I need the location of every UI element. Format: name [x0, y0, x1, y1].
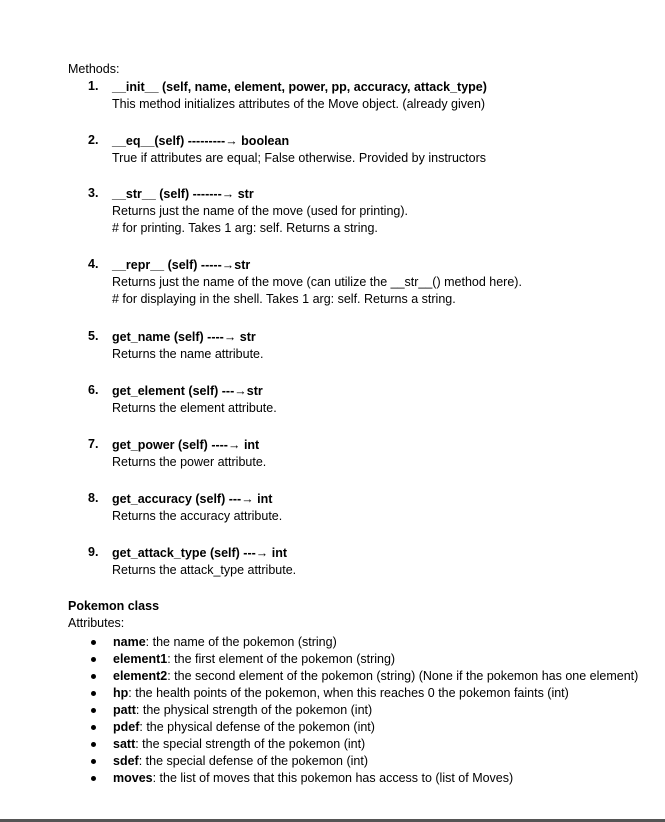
method-signature: get_element (self) ---→str — [112, 384, 263, 398]
method-signature: __repr__ (self) -----→str — [112, 258, 251, 272]
method-item — [88, 491, 648, 525]
attribute-name: patt — [113, 703, 136, 717]
method-signature: get_attack_type (self) ---→ int — [112, 546, 288, 560]
method-number: 4. — [88, 257, 99, 271]
bullet-icon — [91, 657, 96, 662]
method-signature: __eq__(self) ---------→ boolean — [112, 134, 290, 148]
method-item — [88, 257, 648, 308]
attribute-name: sdef — [113, 754, 139, 768]
method-number: 6. — [88, 383, 99, 397]
attribute-description: : the first element of the pokemon (string) — [167, 652, 396, 666]
method-item — [88, 329, 648, 363]
bullet-icon — [91, 776, 96, 781]
list-item — [91, 770, 641, 787]
list-item — [91, 651, 641, 668]
method-description: Returns just the name of the move (used for printing). — [112, 204, 408, 218]
method-item — [88, 383, 648, 417]
method-signature: __init__ (self, name, element, power, pp, accuracy, attack_type) — [112, 80, 487, 94]
bullet-icon — [91, 708, 96, 713]
method-item — [88, 133, 648, 167]
method-description: # for printing. Takes 1 arg: self. Returns a string. — [112, 221, 378, 235]
method-number: 5. — [88, 329, 99, 343]
method-signature: __str__ (self) -------→ str — [112, 187, 254, 201]
bullet-icon — [91, 742, 96, 747]
list-item — [91, 753, 641, 770]
methods-heading: Methods: — [68, 62, 120, 76]
list-item — [91, 668, 641, 685]
bullet-icon — [91, 674, 96, 679]
method-description: Returns just the name of the move (can utilize the __str__() method here). — [112, 275, 522, 289]
attribute-description: : the name of the pokemon (string) — [145, 635, 337, 649]
bullet-icon — [91, 759, 96, 764]
attribute-description: : the special strength of the pokemon (int) — [135, 737, 366, 751]
method-signature: get_accuracy (self) ---→ int — [112, 492, 273, 506]
attribute-name: satt — [113, 737, 136, 751]
method-description: This method initializes attributes of the Move object. (already given) — [112, 97, 486, 111]
method-item — [88, 545, 648, 579]
attribute-name: name — [113, 635, 146, 649]
method-description: Returns the attack_type attribute. — [112, 563, 297, 577]
attribute-description: : the second element of the pokemon (string) (None if the pokemon has one element) — [167, 669, 639, 683]
method-description: Returns the name attribute. — [112, 347, 264, 361]
bullet-icon — [91, 640, 96, 645]
method-signature: get_name (self) ----→ str — [112, 330, 256, 344]
list-item — [91, 702, 641, 719]
attribute-name: moves — [113, 771, 153, 785]
method-number: 9. — [88, 545, 99, 559]
method-signature: get_power (self) ----→ int — [112, 438, 260, 452]
method-item — [88, 437, 648, 471]
method-description: Returns the element attribute. — [112, 401, 277, 415]
attribute-name: hp — [113, 686, 129, 700]
method-item — [88, 79, 648, 113]
method-number: 7. — [88, 437, 99, 451]
method-number: 2. — [88, 133, 99, 147]
method-number: 8. — [88, 491, 99, 505]
attribute-description: : the physical strength of the pokemon (int) — [135, 703, 373, 717]
pokemon-class-heading: Pokemon class — [68, 599, 160, 613]
attribute-description: : the list of moves that this pokemon has access to (list of Moves) — [152, 771, 514, 785]
method-description: Returns the accuracy attribute. — [112, 509, 283, 523]
attribute-description: : the special defense of the pokemon (int) — [138, 754, 369, 768]
bullet-icon — [91, 691, 96, 696]
method-description: True if attributes are equal; False otherwise. Provided by instructors — [112, 151, 487, 165]
attribute-description: : the health points of the pokemon, when this reaches 0 the pokemon faints (int) — [128, 686, 569, 700]
attributes-list — [91, 634, 641, 787]
method-description: Returns the power attribute. — [112, 455, 267, 469]
list-item — [91, 685, 641, 702]
method-item — [88, 186, 648, 237]
attribute-description: : the physical defense of the pokemon (int) — [139, 720, 375, 734]
attribute-name: pdef — [113, 720, 140, 734]
list-item — [91, 634, 641, 651]
method-number: 1. — [88, 79, 99, 93]
attribute-name: element1 — [113, 652, 168, 666]
list-item — [91, 736, 641, 753]
method-description: # for displaying in the shell. Takes 1 arg: self. Returns a string. — [112, 292, 456, 306]
attributes-heading: Attributes: — [68, 616, 125, 630]
method-number: 3. — [88, 186, 99, 200]
list-item — [91, 719, 641, 736]
bullet-icon — [91, 725, 96, 730]
attribute-name: element2 — [113, 669, 168, 683]
